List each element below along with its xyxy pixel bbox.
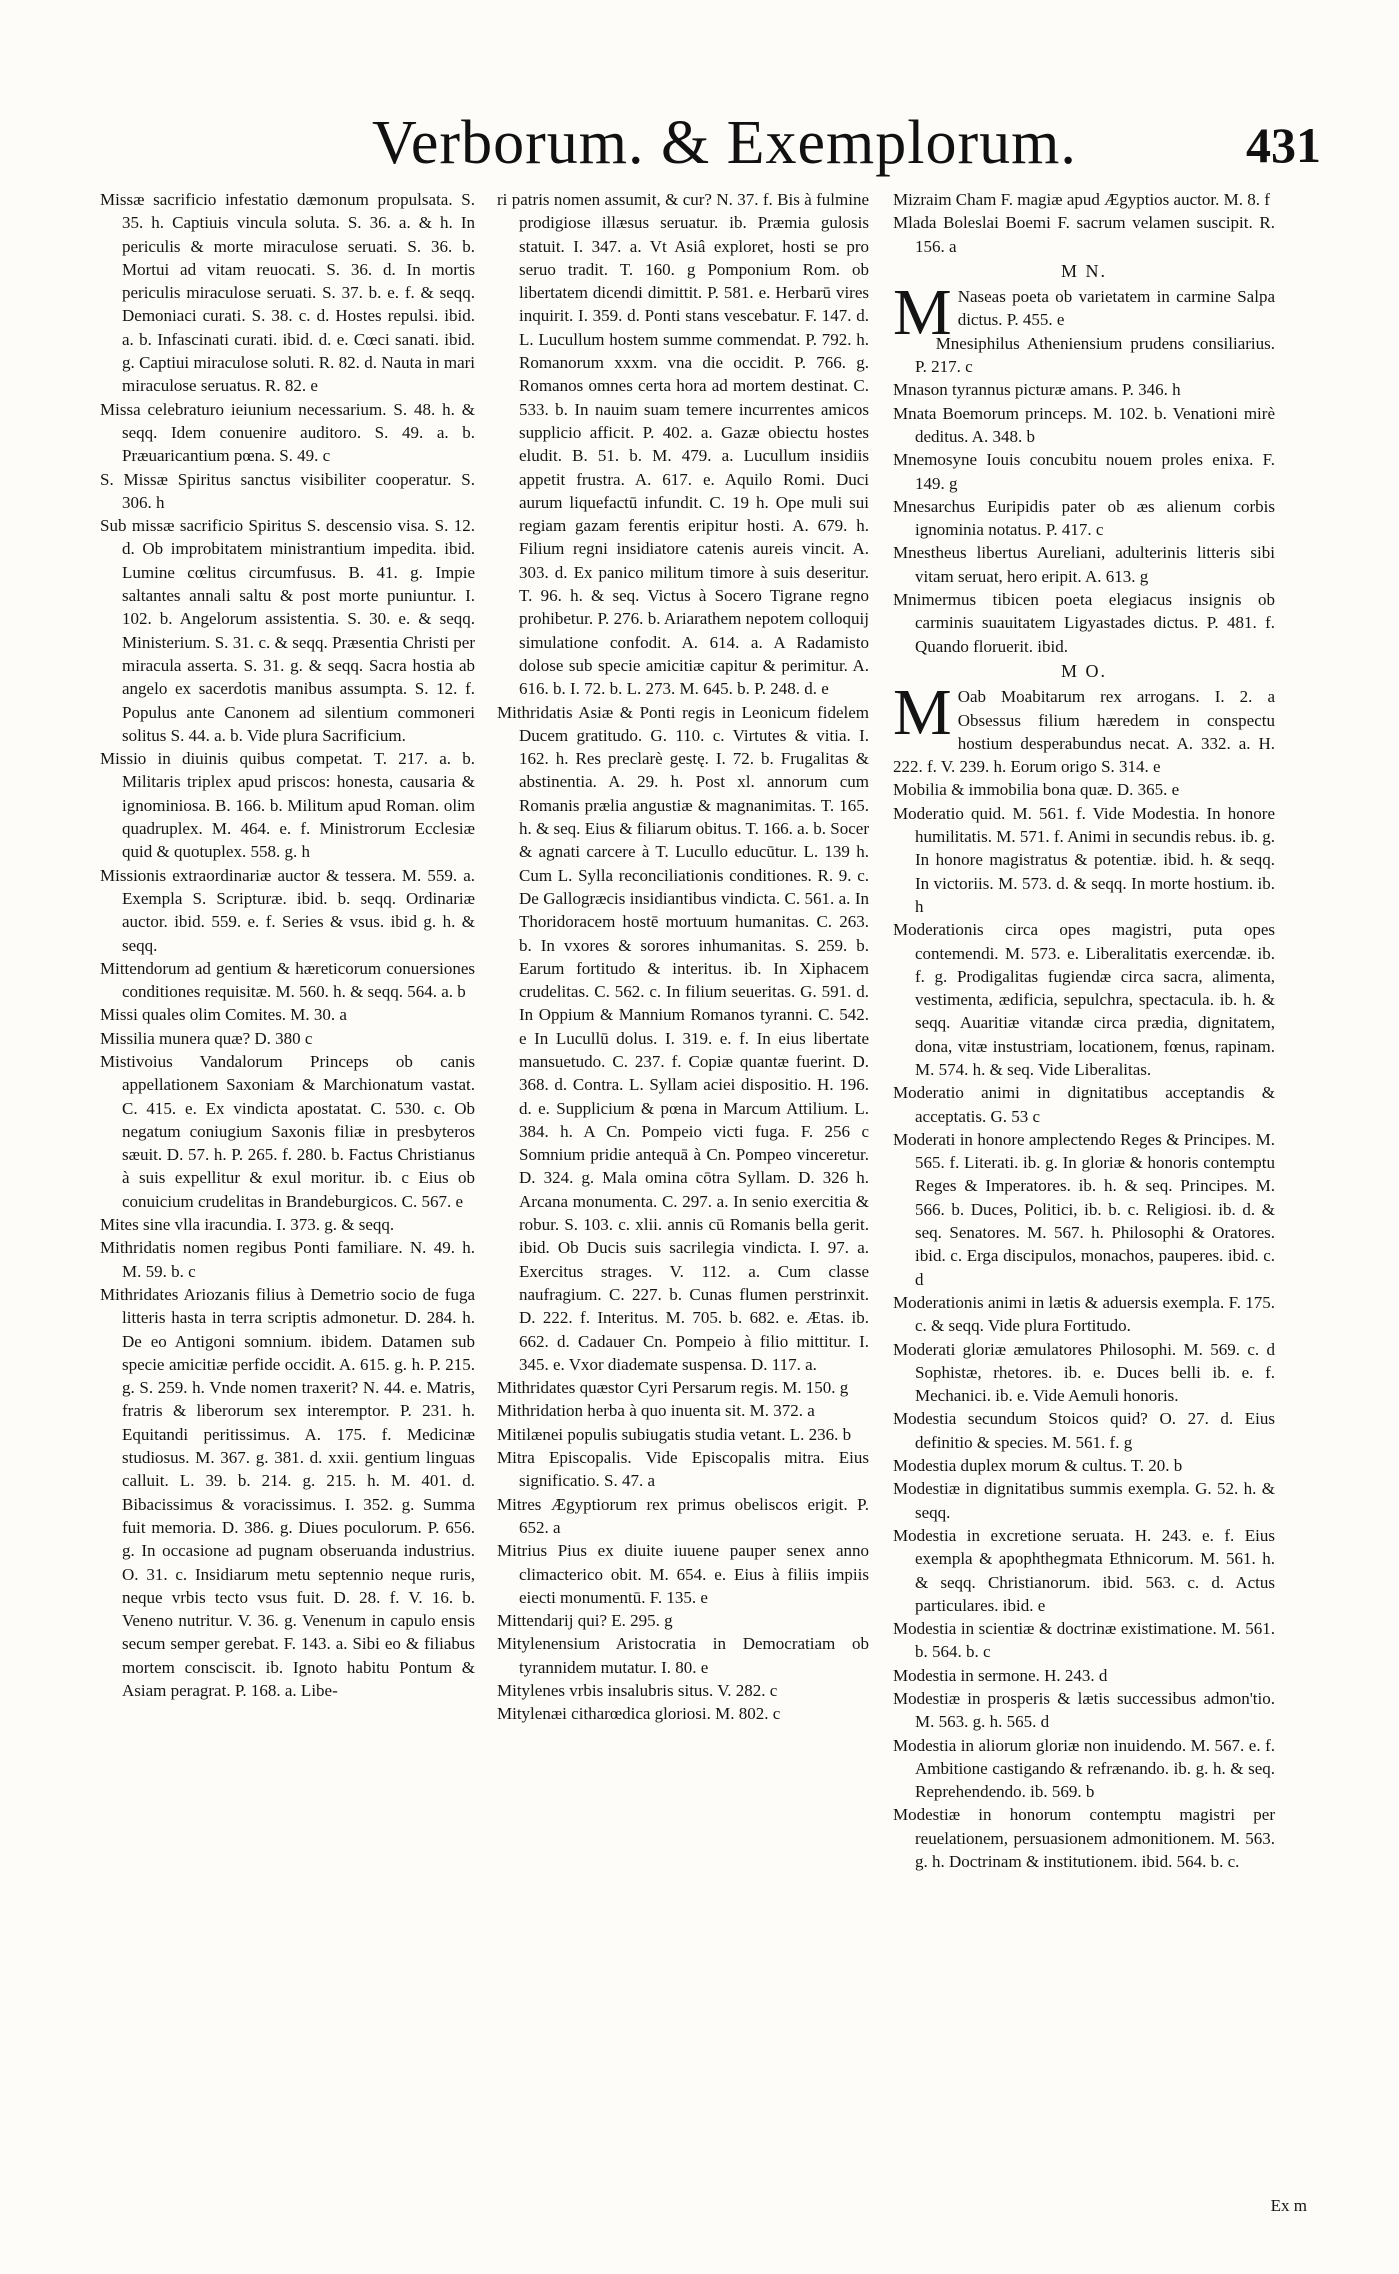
drop-cap-letter: M bbox=[893, 276, 952, 350]
index-entry: Modestiæ in dignitatibus summis exempla. G. 52. h. & seqq. bbox=[893, 1479, 1275, 1522]
page-number: 431 bbox=[1246, 117, 1321, 173]
index-entry: Modestia in aliorum gloriæ non inuidendo. M. 567. e. f. Ambitione castigando & refrænando. ib. g. h. & seq. Reprehendendo. ib. 569. b bbox=[893, 1735, 1275, 1802]
index-entry: Missi quales olim Comites. M. 30. a bbox=[100, 1005, 347, 1025]
index-entry: Modestiæ in prosperis & lætis successibus admon'tio. M. 563. g. h. 565. d bbox=[893, 1689, 1275, 1732]
index-entry: Missilia munera quæ? D. 380 c bbox=[100, 1028, 313, 1048]
index-entry: Mizraim Cham F. magiæ apud Ægyptios auctor. M. 8. f bbox=[893, 190, 1270, 209]
running-head: Verborum. & Exemplorum. bbox=[372, 109, 1077, 177]
index-entry: Modestiæ in honorum contemptu magistri per reuelationem, persuasionem admonitionem. M. 563. g. h. Doctrinam & institutionem. ibid. 564. b. c. bbox=[893, 1805, 1275, 1872]
index-entry: S. Missæ Spiritus sanctus visibiliter cooperatur. S. 306. h bbox=[100, 469, 475, 512]
index-entry: Missio in diuinis quibus competat. T. 217. a. b. Militaris triplex apud priscos: honesta, causaria & ignominiosa. B. 166. b. Militum apud Roman. olim quadruplex. M. 464. e. f. Ministrorum Ecclesiæ quid & quotuplex. 558. g. h bbox=[100, 749, 475, 862]
index-entry bbox=[893, 276, 1275, 350]
index-entry: Mitylenæi citharœdica gloriosi. M. 802. c bbox=[497, 1704, 781, 1724]
index-entry: Mnemosyne Iouis concubitu nouem proles enixa. F. 149. g bbox=[893, 450, 1275, 493]
index-column-2 bbox=[497, 188, 869, 2184]
index-entry: Mites sine vlla iracundia. I. 373. g. & seqq. bbox=[100, 1215, 395, 1235]
index-entry: Modestia in excretione seruata. H. 243. e. f. Eius exempla & apophthegmata Ethnicorum. M. 561. h. & seqq. Christianorum. ibid. 563. c. d. Actus particulares. ibid. e bbox=[893, 1525, 1275, 1615]
index-entry: Mithridates Ariozanis filius à Demetrio socio de fuga litteris hasta in terra scriptis admonetur. D. 284. h. De eo Antigoni somnium. ibidem. Datamen sub specie amicitiæ perfide occidit. A. 615. g. h. P. 215. g. S. 259. h. Vnde nomen traxerit? N. 44. e. Matris, fratris & liberorum sex interemptor. P. 231. h. Equitandi peritissimus. A. 175. f. Medicinæ studiosus. M. 367. g. 381. d. xxii. gentium linguas calluit. L. 39. b. 214. g. 215. h. M. 401. d. Bibacissimus & voracissimus. I. 352. g. Summa fuit memoria. D. 386. g. Diues poculorum. P. 656. g. In occasione ad pugnam obseruanda industrius. O. 31. c. Insidiarum metu septennio neque ruris, neque vrbis tecto vsus fuit. D. 28. f. V. 16. b. Veneno nutritur. V. 36. g. Venenum in capulo ensis secum semper gerebat. F. 143. a. Sibi eo & filiabus mortem consciscit. ib. Ignoto habitu Pontum & Asiam peragrat. P. 168. a. Libe- bbox=[100, 1284, 475, 1700]
index-entry: Mobilia & immobilia bona quæ. D. 365. e bbox=[893, 780, 1180, 800]
index-entry: Mitylenensium Aristocratia in Democratiam ob tyrannidem mutatur. I. 80. e bbox=[497, 1634, 869, 1677]
index-entry: Sub missæ sacrificio Spiritus S. descensio visa. S. 12. d. Ob improbitatem ministrantium impedita. ibid. Lumine cœlitus circumfusus. B. 41. g. Impie saltantes annali saltu & post morte puniuntur. I. 102. b. Angelorum assistentia. S. 30. e. & seqq. Ministerium. S. 31. c. & seqq. Præsentia Christi per miracula asserta. S. 31. g. & seqq. Sacra hostia ab angelo ex sacerdotis manibus assumpta. S. 12. f. Populus ante Canonem ad silentium commoneri solitus S. 44. a. b. Vide plura Sacrificium. bbox=[100, 516, 475, 745]
index-entry: Missa celebraturo ieiunium necessarium. S. 48. h. & seqq. Idem conuenire auditoro. S. 49. a. b. Præuaricantium pœna. S. 49. c bbox=[100, 399, 475, 466]
index-column-1 bbox=[100, 188, 475, 2184]
index-entry: Modestia duplex morum & cultus. T. 20. b bbox=[893, 1456, 1183, 1476]
index-entry: Mittendorum ad gentium & hæreticorum conuersiones conditiones requisitæ. M. 560. h. & seqq. 564. a. b bbox=[100, 958, 475, 1002]
index-entry: Moderati in honore amplectendo Reges & Principes. M. 565. f. Literati. ib. g. In gloriæ & honoris contemptu Reges & Imperatores. ib. h. & seq. Principes. M. 566. b. Duces, Politici, ib. b. c. Religiosi. ib. d. & seq. Senatores. M. 567. h. Philosophi & Oratores. ibid. c. Erga discipulos, monachos, pauperes. ibid. c. d bbox=[893, 1129, 1275, 1289]
index-entry: Moderatio quid. M. 561. f. Vide Modestia. In honore humilitatis. M. 571. f. Animi in secundis rebus. ib. g. In honore magistratus & potentiæ. ibid. h. & seqq. In victoriis. M. 573. d. & seqq. In morte hostium. ib. h bbox=[893, 803, 1275, 916]
index-entry: Mithridation herba à quo inuenta sit. M. 372. a bbox=[497, 1401, 815, 1421]
index-entry: Mistivoius Vandalorum Princeps ob canis appellationem Saxoniam & Marchionatum vastat. C. 415. e. Ex vindicta apostatat. C. 530. c. Ob negatum coniugium Saxonis filiæ in presbyteros sæuit. D. 57. h. P. 265. f. 280. b. Factus Christianus à suis expellitur & exul moritur. ib. c Eius ob conuicium crudelitas in Brandeburgicos. C. 567. e bbox=[100, 1051, 475, 1211]
index-entry: Modestia in sermone. H. 243. d bbox=[893, 1665, 1108, 1685]
index-entry: Mnesiphilus Atheniensium prudens consiliarius. P. 217. c bbox=[915, 333, 1275, 377]
index-entry: Mnason tyrannus picturæ amans. P. 346. h bbox=[893, 380, 1181, 400]
index-entry: Mitres Ægyptiorum rex primus obeliscos erigit. P. 652. a bbox=[497, 1494, 869, 1537]
index-entry: Moderationis circa opes magistri, puta opes contemendi. M. 573. e. Liberalitatis exercendæ. ib. f. g. Prodigalitas fugiendæ circa sacra, alimenta, vestimenta, ædificia, sepulchra, spectacula. ib. h. & seqq. Auaritiæ vitandæ circa prædia, dignitatem, dona, vitæ instustriam, locationem, fœnus, rapinam. M. 574. h. & seq. Vide Liberalitas. bbox=[893, 920, 1275, 1079]
index-entry: Mithridatis nomen regibus Ponti familiare. N. 49. h. M. 59. b. c bbox=[100, 1238, 475, 1281]
catch-word: Ex m bbox=[1270, 2196, 1307, 2215]
index-entry: Moderati gloriæ æmulatores Philosophi. M. 569. c. d Sophistæ, rhetores. ib. e. Duces belli ib. e. f. Mechanici. ib. e. Vide Aemuli honoris. bbox=[893, 1339, 1275, 1406]
index-entry: Moderatio animi in dignitatibus acceptandis & acceptatis. G. 53 c bbox=[893, 1083, 1275, 1126]
section-heading: M N. bbox=[1060, 260, 1107, 281]
index-entry: Mnimermus tibicen poeta elegiacus insignis ob carminis suauitatem Ligyastades dictus. P. 481. f. Quando floruerit. ibid. bbox=[893, 590, 1275, 656]
index-entry: Mlada Boleslai Boemi F. sacrum velamen suscipit. R. 156. a bbox=[893, 213, 1275, 256]
index-entry: Mithridates quæstor Cyri Persarum regis. M. 150. g bbox=[497, 1378, 849, 1398]
section-heading: M O. bbox=[1060, 660, 1107, 681]
index-entry: Moderationis animi in lætis & aduersis exempla. F. 175. c. & seqq. Vide plura Fortitudo. bbox=[893, 1292, 1275, 1336]
index-entry: Mithridatis Asiæ & Ponti regis in Leonicum fidelem Ducem gratitudo. G. 110. c. Virtutes & vitia. I. 162. h. Res preclarè gestę. I. 72. b. Frugalitas & abstinentia. A. 29. h. Post xl. annorum cum Romanis prælia angustiæ & magnanimitas. T. 165. h. & seq. Eius & filiarum obitus. T. 166. a. b. Socer & agnati carcere à T. Lucullo educūtur. L. 139 h. Cum L. Sylla reconciliationis conditiones. R. 9. c. De Gallogræcis insidiantibus vindicta. C. 561. a. In Thoridoracem hostē mortuum humanitas. C. 263. b. In vxores & sorores inhumanitas. S. 259. b. Earum fortitudo & interitus. ib. In Xiphacem crudelitas. C. 562. c. In filium seueritas. G. 591. d. In Oppium & Mannium Romanos tyranni. C. 542. e In Lucullū dolus. I. 319. e. f. In eius libertate mansuetudo. C. 237. f. Copiæ quantæ fuerint. D. 368. d. Contra. L. Syllam aciei dispositio. H. 196. d. e. Supplicium & pœna in Marcum Attilium. L. 384. h. A Cn. Pompeio victi fuga. F. 256 c Somnium pridie antequā à Cn. Pompeo vinceretur. D. 324. g. Mala omina cōtra Syllam. D. 326 h. Arcana monumenta. C. 297. a. In senio exercitia & robur. S. 103. c. xlii. annis cū Romanis bella gerit. ibid. Ob Ducis suis sacrilegia vindicta. I. 97. a. Exercitus strages. V. 112. a. Cum classe naufragium. C. 227. b. Cunas flumen perstrinxit. D. 222. f. Interitus. M. 705. b. 682. e. Ætas. ib. 662. d. Cadauer Cn. Pompeio à filio mittitur. I. 345. e. Vxor diademate suspensa. D. 117. a. bbox=[497, 702, 869, 1374]
index-entry bbox=[893, 676, 1275, 778]
index-column-3 bbox=[893, 188, 1275, 2184]
index-entry: Modestia secundum Stoicos quid? O. 27. d. Eius definitio & species. M. 561. f. g bbox=[893, 1409, 1275, 1452]
index-entry: Mnestheus libertus Aureliani, adulterinis litteris sibi vitam seruat, hero eripit. A. 613. g bbox=[893, 543, 1275, 586]
index-entry: Mnata Boemorum princeps. M. 102. b. Venationi mirè deditus. A. 348. b bbox=[893, 403, 1275, 446]
drop-cap-letter: M bbox=[893, 676, 952, 750]
index-entry: Mitilænei populis subiugatis studia vetant. L. 236. b bbox=[497, 1424, 852, 1444]
index-entry: Missionis extraordinariæ auctor & tessera. M. 559. a. Exempla S. Scripturæ. ibid. b. seqq. Ordinariæ auctor. ibid. 559. e. f. Series & vsus. ibid g. h. & seqq. bbox=[100, 865, 475, 955]
index-entry: Mitra Episcopalis. Vide Episcopalis mitra. Eius significatio. S. 47. a bbox=[497, 1448, 869, 1491]
index-entry-text: Naseas poeta ob varietatem in carmine Salpa dictus. P. 455. e bbox=[957, 287, 1275, 330]
index-entry: Mittendarij qui? E. 295. g bbox=[497, 1611, 673, 1631]
index-entry: Mitrius Pius ex diuite iuuene pauper senex anno climacterico obit. M. 654. e. Eius à filiis impiis eiecti monumentū. F. 135. e bbox=[497, 1541, 869, 1607]
index-entry: Modestia in scientiæ & doctrinæ existimatione. M. 561. b. 564. b. c bbox=[893, 1619, 1275, 1662]
index-entry: Missæ sacrificio infestatio dæmonum propulsata. S. 35. h. Captiuis vincula soluta. S. 36. a. & h. In periculis & morte miraculose seruati. S. 36. b. Mortui ad vitam reuocati. S. 36. d. In mortis periculis miraculose seruati. S. 37. b. e. f. & seqq. Demoniaci curati. S. 38. c. d. Hostes repulsi. ibid. a. b. Infascinati curati. ibid. d. e. Cœci sanati. ibid. g. Captiui miraculose soluti. R. 82. d. Nauta in mari miraculose seruatus. R. 82. e bbox=[100, 190, 475, 396]
index-entry: Mitylenes vrbis insalubris situs. V. 282. c bbox=[497, 1681, 778, 1700]
index-entry: ri patris nomen assumit, & cur? N. 37. f. Bis à fulmine prodigiose illæsus seruatur. ib. Præmia gulosis statuit. I. 347. a. Vt Asiâ exploret, hosti se pro seruo tradit. T. 160. g Pomponium Rom. ob libertatem dicendi dimittit. P. 581. e. Herbarū vires inquirit. I. 359. d. Ponti stans vescebatur. F. 147. d. L. Lucullum hostem summe commendat. P. 792. h. Romanorum xxxm. vna die occidit. P. 766. g. Romanos omnes certa hora ad mortem destinat. C. 533. b. In nauim suam temere incurrentes amicos supplicio afficit. P. 402. a. Gazæ obiectu hostes eludit. B. 51. b. M. 479. a. Lucullum insidiis appetit frustra. A. 617. e. Aquilo Romi. Duci aurum liquefactū infundit. C. 19 h. Ope muli sui regiam gazam ferentis eripitur hosti. A. 679. h. Filium regni insidiatore catenis aureis vincit. A. 303. d. Ex panico militum timore à suis deseritur. T. 96. h. & seq. Victus à Socero Tigrane regno prohibetur. P. 276. b. Ariarathem nepotem colloquij simulatione confodit. A. 614. a. A Radamisto dolose sub specie amicitiæ capitur & perimitur. A. 616. b. I. 72. b. L. 273. M. 645. b. P. 248. d. e bbox=[497, 190, 869, 699]
index-entry-text: Oab Moabitarum rex arrogans. I. 2. a Obsessus filium hæredem in conspectu hostium desperabundus necat. A. 332. a. H. 222. f. V. 239. h. Eorum origo S. 314. e bbox=[893, 687, 1275, 777]
index-entry: Mnesarchus Euripidis pater ob æs alienum corbis ignominia notatus. P. 417. c bbox=[893, 496, 1275, 540]
